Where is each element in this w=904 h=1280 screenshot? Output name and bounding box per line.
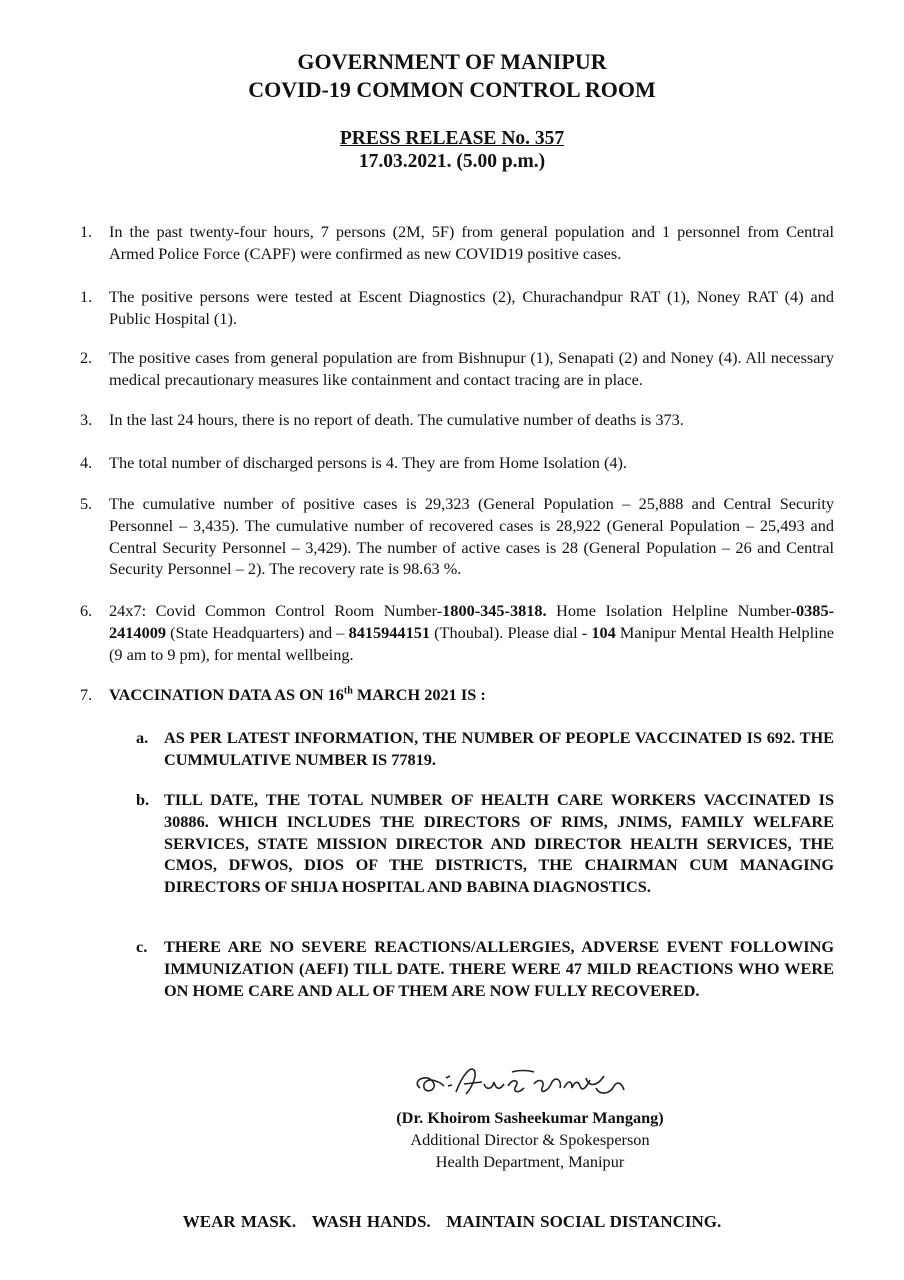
list-item	[80, 493, 834, 580]
footer-slogan: WEAR MASK. WASH HANDS. MAINTAIN SOCIAL DISTANCING.	[182, 1212, 722, 1231]
list-item	[80, 221, 834, 265]
home-isolation-number: 0385-2414009	[109, 601, 834, 642]
subitem-text: AS PER LATEST INFORMATION, THE NUMBER OF PEOPLE VACCINATED IS 692. THE CUMMULATIVE NUMBER IS 77819.	[164, 728, 834, 769]
item-number: 1.	[80, 222, 93, 241]
subitem-letter: a.	[136, 728, 149, 747]
list-item	[80, 347, 834, 391]
item-number: 3.	[80, 410, 93, 429]
thoubal-number: 8415944151	[348, 622, 430, 642]
item-number: 1.	[80, 287, 93, 306]
item-text: In the past twenty-four hours, 7 persons (2M, 5F) from general population and 1 personnel from Central Armed Police Force (CAPF) were confirmed as new COVID19 positive cases.	[109, 222, 834, 263]
helpline-text: (Thoubal). Please dial -	[429, 622, 592, 642]
vaccination-subitem	[136, 727, 834, 771]
subitem-letter: b.	[136, 790, 150, 809]
press-release-number: PRESS RELEASE No. 357	[339, 128, 565, 149]
list-item	[80, 286, 834, 330]
item-number: 2.	[80, 348, 93, 367]
item-number: 4.	[80, 453, 93, 472]
mental-health-number: 104	[591, 622, 616, 642]
signatory-department: Health Department, Manipur	[435, 1152, 625, 1171]
header-control-room: COVID-19 COMMON CONTROL ROOM	[248, 77, 656, 102]
item-text: The positive cases from general population are from Bishnupur (1), Senapati (2) and Noney (4). All necessary medical precautionary measures like containment and contact tracing are in place.	[109, 348, 834, 389]
vaccination-subitem	[136, 936, 834, 1001]
header-government: GOVERNMENT OF MANIPUR	[297, 49, 607, 74]
helpline-text: Manipur Mental Health Helpline (9 am to 9 pm), for mental wellbeing.	[109, 622, 835, 664]
item-text: The cumulative number of positive cases is 29,323 (General Population – 25,888 and Central Security Personnel – 3,435). The cumulative number of recovered cases is 28,922 (General Population – 25,493 and Central Security Personnel – 3,429). The number of active cases is 28 (General Population – 26 and Central Security Personnel – 2). The recovery rate is 98.63 %.	[109, 494, 834, 579]
vaccination-heading-text: VACCINATION DATA AS ON 16	[109, 685, 344, 704]
subitem-text: TILL DATE, THE TOTAL NUMBER OF HEALTH CARE WORKERS VACCINATED IS 30886. WHICH INCLUDES THE DIRECTORS OF RIMS, JNIMS, FAMILY WELFARE SERVICES, STATE MISSION DIRECTOR AND DIRECTOR HEALTH SERVICES, THE CMOS, DFWOS, DIOS OF THE DISTRICTS, THE CHAIRMAN CUM MANAGING DIRECTORS OF SHIJA HOSPITAL AND BABINA DIAGNOSTICS.	[164, 790, 834, 897]
helpline-text: (State Headquarters) and –	[165, 622, 349, 642]
subitem-text: THERE ARE NO SEVERE REACTIONS/ALLERGIES, ADVERSE EVENT FOLLOWING IMMUNIZATION (AEFI) TILL DATE. THERE WERE 47 MILD REACTIONS WHO WERE ON HOME CARE AND ALL OF THEM ARE NOW FULLY RECOVERED.	[164, 937, 834, 1000]
signatory-designation: Additional Director & Spokesperson	[410, 1130, 650, 1149]
item-number: 7.	[80, 685, 93, 704]
item-number: 6.	[80, 601, 93, 620]
control-room-number: 1800-345-3818.	[442, 601, 547, 620]
item-text	[109, 684, 834, 706]
helpline-text: 24x7: Covid Common Control Room Number-	[109, 601, 443, 620]
list-item	[80, 452, 834, 474]
signatory-name: (Dr. Khoirom Sasheekumar Mangang)	[396, 1108, 664, 1127]
vaccination-heading-text: MARCH 2021 IS :	[352, 685, 486, 704]
item-text: The positive persons were tested at Escent Diagnostics (2), Churachandpur RAT (1), Noney RAT (4) and Public Hospital (1).	[109, 287, 834, 328]
item-number: 5.	[80, 494, 93, 513]
list-item-vaccination-heading	[80, 684, 834, 706]
ordinal-suffix: th	[343, 685, 353, 697]
list-item	[80, 409, 834, 431]
list-item-helplines	[80, 600, 834, 665]
helpline-text: Home Isolation Helpline Number-	[546, 601, 797, 620]
item-text: The total number of discharged persons is 4. They are from Home Isolation (4).	[109, 453, 628, 472]
item-text	[109, 600, 834, 665]
signature-image	[400, 1058, 640, 1106]
vaccination-subitem	[136, 789, 834, 898]
press-release-date: 17.03.2021. (5.00 p.m.)	[358, 151, 546, 172]
subitem-letter: c.	[136, 937, 148, 956]
item-text: In the last 24 hours, there is no report of death. The cumulative number of deaths is 373.	[109, 410, 684, 429]
